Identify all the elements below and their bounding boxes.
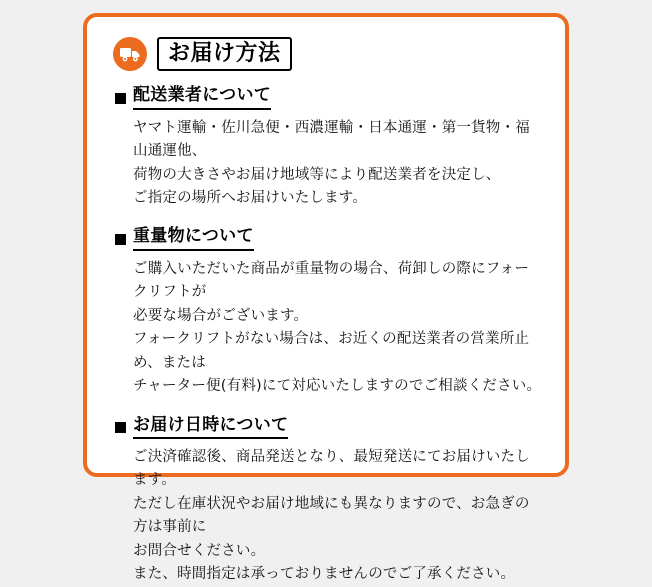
section-body <box>133 258 543 399</box>
section-heading-row <box>115 226 543 250</box>
body-line: ヤマト運輸・佐川急便・西濃運輸・日本通運・第一貨物・福山通運他、 <box>133 119 530 160</box>
section-heading: 配送業者について <box>133 85 271 109</box>
body-line: お問合せください。 <box>133 542 266 559</box>
section-heading-row <box>115 85 543 109</box>
section-body <box>133 117 543 211</box>
body-line: 必要な場合がございます。 <box>133 307 309 324</box>
section-heavy-items <box>111 226 543 398</box>
square-bullet-icon <box>115 93 126 104</box>
body-line: チャーター便(有料)にて対応いたしますのでご相談ください。 <box>133 378 542 395</box>
square-bullet-icon <box>115 422 126 433</box>
section-body <box>133 446 543 587</box>
square-bullet-icon <box>115 234 126 245</box>
section-heading: 重量物について <box>133 226 254 250</box>
body-line: ただし在庫状況やお届け地域にも異なりますので、お急ぎの方は事前に <box>133 495 530 536</box>
delivery-info-card <box>83 13 569 583</box>
body-line: ご購入いただいた商品が重量物の場合、荷卸しの際にフォークリフトが <box>133 260 530 301</box>
delivery-truck-icon <box>113 37 147 71</box>
section-heading: お届け日時について <box>133 415 288 439</box>
body-line: 荷物の大きさやお届け地域等により配送業者を決定し、 <box>133 166 501 183</box>
body-line: ご指定の場所へお届けいたします。 <box>133 190 368 206</box>
section-shipping-carriers <box>111 85 543 210</box>
section-heading-row <box>115 415 543 439</box>
body-line: ご決済確認後、商品発送となり、最短発送にてお届けいたします。 <box>133 448 530 489</box>
card-title-row <box>113 37 543 71</box>
page-title: お届け方法 <box>157 37 292 71</box>
body-line: フォークリフトがない場合は、お近くの配送業者の営業所止め、または <box>133 331 530 371</box>
section-delivery-datetime <box>111 415 543 587</box>
body-line: また、時間指定は承っておりませんのでご了承ください。 <box>133 566 516 583</box>
